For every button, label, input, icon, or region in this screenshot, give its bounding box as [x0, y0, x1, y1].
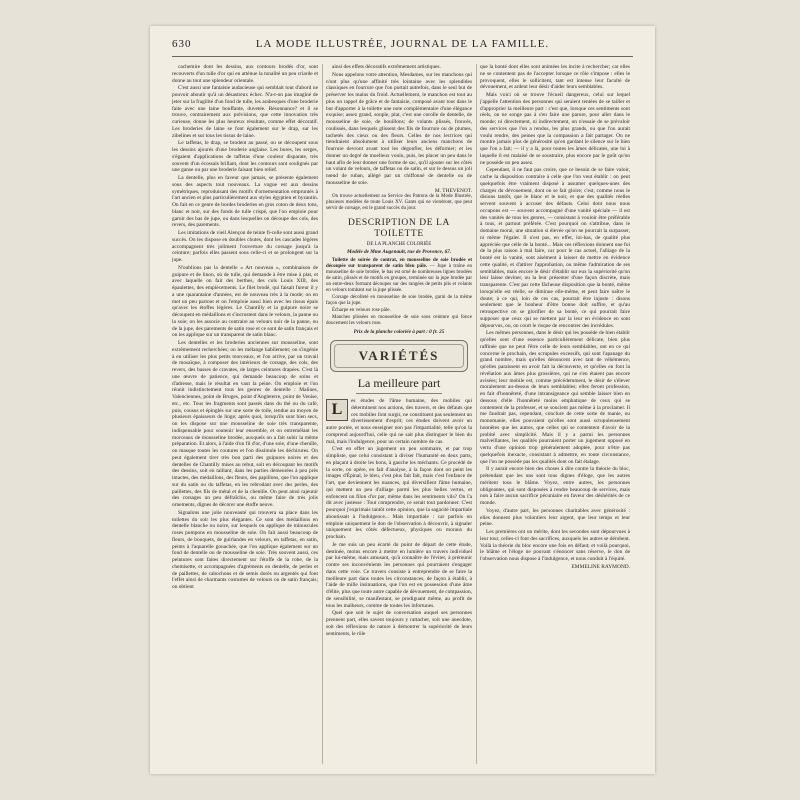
paragraph: Les imitations de vieil Alençon de teinte fi-celle sont aussi grand succès. On les dispose en doubles chutes, dont les cascades légères accompagnent très joliment l'ouverture du corsage jusqu'à la ceinture; parfois elles passent sous celle-ci et se prolongent sur la jupe.: [172, 230, 318, 263]
article-signature: EMMELINE RAYMOND.: [571, 563, 630, 570]
paragraph: La dentelle, plus en faveur que jamais, se présente également sous des aspects tout nouveaux. La vogue est aux dessins symétriques, reproduisant des motifs d'ornementation empruntés à l'art ancien et plus particulièrement aux styles égyptien et byzantin. On fait en ce genre de bordes broderies en gros coton de deux tons, blanc et noir, sur des fonds de tulle crispé, que l'on emploie pour garnir des bas de jupe, ou dans lesquelles on découpe des cols, des revers, des parements.: [172, 175, 318, 229]
description-lead: Toilette de soirée de contrat, en mousseline de soie brodée et découpée sur transparent de satin bleu pâle.: [326, 258, 472, 270]
description-subtitle: DE LA PLANCHE COLORIÉE: [366, 242, 432, 248]
running-title: LA MODE ILLUSTRÉE, JOURNAL DE LA FAMILLE.: [255, 38, 550, 50]
patterns-notice: On trouve actuellement au Service des Patrons de la Mode Illustrée, plusieurs modèles de toute Louis XV. Gants qui ne viendront, que peut servir de corsage, est le grand succès du jour.: [326, 194, 472, 212]
paragraph: Mais voici où se trouve l'écueil dangereux, celui sur lequel j'appelle l'attention des personnes qui seraient tentées de se tailler et d'approprier la meilleure part : c'est que, lorsque ces sentiments sont réels, on ne songe pas à s'en faire une parure, pour aller dans le monde; ni directement, ni indirectement, on n'essaie de se prévaloir des services que l'on a rendus, les plus grands, ou que l'on aurait voulu rendre, des peines que la compassion a fait partager. On ne montre jamais plus de générosité qu'en gardant le silence sur le bien que l'on a fait; — il y a là, pour toutes les âmes délicates, une loi à laquelle il est malaisé de se soustraire, plus encore par le goût qu'on ne possède un peu assez.: [480, 92, 630, 166]
column-divider: [322, 64, 323, 764]
paragraph: Les mêmes personnes, dans le désir qui les possède de bien établir qu'elles sont d'une essence particulièrement délicate, bien plus raffinée que ne peut l'être celle de leurs semblables, ont en ce qui concerne le prochain, des scrupules excessifs, qui sont l'apanage du grand nombre, mais qu'elles dénoncent avec tant de véhémence, qu'elles paraissent en avoir fait la découverte, et qu'elles en font la révélation aux âmes plus grossières, qui ne s'en étaient pas encore avisées; leur mobile est, comme précédemment, le désir de s'élever moralement au-dessus de leurs semblables; elles feront profession, en fait d'honnêteté, d'une intransigeance qui semble laisser bien en dessous d'elle l'honnêteté moins emphatique de ceux qui se contentent de la professer, et se soucient pas même à la proclamer. Il me faudrait pas, cependant, conclure de cette sorte de manie, ou monomanie, elles pouvaient qu'elles sont aussi scrupuleusement honnêtes que les autres, que celles qui se contentent d'avoir de la probité avec simplicité. Mais il y a parmi les personnes malveillantes, les qualités pourraient porter un jugement opposé en vertu d'une opinion trop généralement adoptée, pour n'être pas quelquefois inexacte, consistant à admettre, en toute circonstance, que l'on ne possède pas les qualités dont on fait étalage.: [480, 330, 630, 465]
description-text: [326, 258, 472, 294]
paragraph: Je me suis un peu écarté du point de départ de cette étude, destinée, moins encore à mettre en lumière un travers individuel par lui-même, mais amusant, qu'à connaître de l'éviter, à prémunir contre ses inconvénients les personnes qui pourraient s'engager dans cette voie. Ce travers consiste à entreprendre de se faire la meilleure part dans toutes les circonstances, de façon à établir, à l'aide de mille insinuations, que l'on est en possession d'une âme d'élite, plus que toute autre capable de dévouement, de compassion, de sensibilité, se manifestant, se prodiguant même, au profit de tous les malheurs, comme de toutes les infortunes.: [326, 541, 472, 609]
plate-price: Prix de la planche coloriée à part : 0 fr. 25: [353, 329, 445, 336]
paragraph: ainsi des effets décoratifs extrêmement artistiques.: [332, 64, 441, 70]
description-text: Écharpe en velours rose pâle.: [332, 308, 391, 314]
paragraph: C'est en effet un jugement un peu sommaire, et par trop simpliste, que celui consistant à diviser l'humanité en deux parts, en plaçant à droite les bons, à gauche les méchants. Ce procédé de la sorte, on opère, en fait d'analyse, à la façon dont on peint les images d'Épinal, le bleu, c'est plus fait fait, mais c'est l'enfance de l'art, que deviennent les nuances, qui diversifient l'âme humaine, qui mettent un peu d'alliage parmi les plus belles vertus, et enfoncent un filon d'or par, même dans les sentiments vils? On l'a dit avec justesse : Tout comprendre, ce serait tout pardonner. C'est pourquoi j'exprimais tantôt cette opinion, que la sagacité impartiale aboutissait à l'indulgence... Mais impartiale : car parfois on emploie uniquement le don de l'observation à découvrir, à signaler uniquement les côtés défectueux, physiques ou moraux du prochain.: [326, 446, 472, 540]
paragraph: Signalons une jolie nouveauté qui trouvera sa place dans les toilettes du soir les plus élégantes. Ce sont des médaillons en dentelle blanche ou noire, sur lesquels on applique de minuscules roses pompons en mousseline de soie. On fait aussi beaucoup de fleurs, de bouquets, de guirlandes en velours, en taffetas, en satin, peints à l'aquarelle gouachée, que l'on applique également sur un fond de dentelle ou de mousseline de soie. Très souvent aussi, ces peintures sont faites directement sur l'étoffe de la robe, de la chemisette, et accompagnées d'agréments en dentelle, de perles et de paillettes, de cabochons et de semis dorés ou argentés qui font l'effet ainsi de charmants costumes de velours ou de satin français; on obtient: [172, 509, 318, 590]
paragraph: es études de l'âme humaine, des mobiles qui déterminent nos actions, des travers, et des défauts que ces mobiles font surgir, ne constituent pas seulement un divertissement d'esprit; ces études doivent avoir un autre portée, et nous enseigner non pas l'impartialité, telle qu'on la comprend aujourd'hui, celle qui ne sait plus distinguer le bien du mal, mais l'indulgence, pour un certain nombre de cas.: [326, 398, 472, 445]
description-title: DESCRIPTION DE LA TOILETTE: [347, 218, 451, 240]
varietes-banner-text: VARIÉTÉS: [358, 347, 440, 363]
drop-cap: L: [326, 399, 348, 421]
paragraph: Les premières ont un mérite, dont les secondes sont dépourvues à leur tour, celles-ci font des sacrifices, auxquels les autres se dérobent. Voilà la théorie du bloc encore une fois en défaut; et voilà pourquoi, le blâme et l'éloge ne pouvant s'énoncer sans réserve, le don de l'observation nous dispose à l'indulgence, et nous conduit à l'équité.: [480, 529, 630, 562]
paragraph: Les dentelles et les broderies anciennes sur mousseline, sont extrêmement recherchées; on les mélange habilement; on s'ingénie à en utiliser les plus petits morceaux, et l'on arrive, par un travail de mosaïque, à composer des intérieurs de corsage, des cols, des revers, des basses de cravates, de larges ceintures drapées. C'est là une œuvre de patience, qui demande beaucoup de soins et d'adresse, mais le résultat en vaut la peine. On emploie et l'on réunit indistinctement tous les genres de dentelle : Malines, Valenciennes, point de Bruges, point d'Angleterre, point de Venise, etc., etc. Tous les fragments sont passés dans du thé ou du café, puis, cousus et épinglés sur une sorte de toile, tendue au moyen de plusieurs épaisseurs de linge; après quoi, lorsqu'ils sont bien secs, on les dispose sur une mousseline de soie très transparente, indispensable pour soutenir leur ensemble, et on entremêlant les morceaux de mousseline brodée, auxquels on a fait subir la même préparation. Et alors, à l'aide d'un fil d'or, d'une soie, d'une chenille, on masque toutes les coutures et l'on dissimule les déchirures. On peut également tirer très bon parti des guipures noires et des dentelles de Chantilly mises au rebut, soit en découpant les motifs des dessins, soit en taillant, dans les parties demeurées à peu près intactes, des médaillons, des fleurs, des papillons, que l'on applique sur du satin ou du taffetas, en les rebrodant avec des perles, des paillettes, des fils de métal et de la chenille. On peut ainsi rajeunir des corsages un peu défraîchis, ou même faire de très jolis ornements, dignes de décorer une étoffe neuve.: [172, 340, 318, 508]
article-title: La meilleure part: [357, 376, 441, 390]
page-number: 630: [172, 38, 192, 50]
paragraph: Voyez, d'autre part, les personnes charitables avec générosité : elles donnent plus volontiers leur argent, que leur temps et leur peine.: [480, 507, 630, 528]
paragraph: cachemire dont les dessins, aux contours brodés d'or, sont recouverts d'un tulle d'or qui en atténue la tonalité un peu criarde et donne au tout une splendeur orientale.: [172, 64, 318, 84]
page-header: [172, 38, 633, 52]
description-body: — Jupe à traîne en mousseline de soie brodée, le bas est orné de nombreuses lignes brodées de satin, plissés et de motifs en groupes, terminée sur la jupe brodée par un entre-deux formant découpes sur des rangées de petits plis et volants en velours tombant sur la jupe plissée.: [326, 264, 472, 294]
varietes-banner: [330, 340, 468, 372]
magazine-page: [150, 26, 655, 774]
paragraph: C'est aussi une fantaisie audacieuse qui semblait tout d'abord ne pouvoir aboutir qu'à un désastreux échec. N'a-t-on pas imaginé de jeter sur la fragilité d'un fond de tulle, les arabesques d'une broderie faite avec une laine bouffante, duvetée. Résonnance? et il se trouve, contrairement aux prévisions, que cette innovation très curieuse, donne les plus heureux résultats, comme effet décoratif. Les broderies de laine se font également sur le drap, sur les zibelines et sur tous les tissus de laine.: [172, 85, 318, 139]
paragraph: Il y aurait encore bien des choses à dire contre la théorie du bloc, prétendant que les uns sont tous dignes d'éloge, que les autres méritent tous le blâme. Voyez, entre autres, les personnes obligeantes, qui sont disposées à rendre beaucoup de services, mais non à faire aucun sacrifice pécuniaire en faveur des déshérités de ce monde.: [480, 466, 630, 506]
paragraph: Nous appelons votre attention, Mesdames, sur les manchons qui n'ont plus qu'une affinité très lointaine avec les splendides classiques en fourrure que l'on portait autrefois, dans le seul but de préserver les mains du froid. Actuellement, le manchon est tout au plus un rappel de grâce et de fantaisie, composé avant tout dans le but d'apporter à la toilette une note complémentaire d'une élégance exquise; assez grand, souple, plat, c'est une corolle de dentelle, de mousseline de soie, de bouillons; de volants plissés, froncés, coulissés, dans lesquels glissent des fils de fourrure ou de plumes, tachetés des cieux ou des fleurs. Celles de nos lectrices qui tiendraient absolument à utiliser leurs anciens manchons de fourrure devront avant tout les dégonfler, les déformer; et les donner un degré de moelleux voulu, puis, les placer un peu dans le haut afin de leur donner une forme de sac, qu'il ajouter sur les côtés un volant de velours, de taffetas ou de satin, et sur le dessus un joli nœud de ruban, allégé par un chiffonné de dentelle ou de mousseline de soie.: [326, 71, 472, 186]
paragraph: N'oublions pas la dentelle « Art nouveau », combinaison de guipure et de linon, où de tulle, qui demande à être mise à plat, et avec laquelle on fait des berthes, des cols Louis XIII, des épaulettes, des empiècements. Le filet brodé, qui faisait fureur il y a une quarantaine d'années, est de nouveau très à la mode; on en met un peu partout et on l'emploie aussi bien avec les tissus épais qu'avec les étoffes légères. Le Chantilly et la guipure noire se découpent en médaillons et s'incrustent dans le velours, la panne ou la soie; on les associe au contraire au velours noir de la panne, ou de la jupe, des parements de satin rose et ce sont de satin français et on les applique sur un transparent de satin blanc.: [172, 264, 318, 339]
article-opening: [326, 398, 472, 446]
paragraph: que la bonté dont elles sont animées les incite à rechercher; car elles ne se contentent pas de l'accepter lorsque ce rôle s'impose : elles le provoquent, elles le sollicitent, tant est intense leur faculté de dévouement, et ardent leur désir d'aider leurs semblables.: [480, 64, 630, 91]
title-rule: [356, 393, 442, 394]
column-2: [326, 64, 472, 764]
header-rule: [172, 56, 633, 57]
column-divider: [476, 64, 477, 764]
paragraph: Cependant, il ne faut pas croire, que ce besoin de se faire valoir, cache la disposition contraire à celle que l'on veut établir : on peut quelquefois être vraiment disposé à assumer quelques-unes des charges du dévouement, dont on se fait gloire; c'est, comme nous le disions tantôt, que le blanc et le noir, et que des qualités réelles servent souvent à accuser des défauts. Celui dont nous nous occupons est — souvent accompagné d'une vanité spéciale — il est des vanités de tous les genres, — consistant à vouloir être préférable à tous, et partout préférée. C'est pourquoi on s'attribue, dans le domaine moral, une situation si élevée qu'on ne pourrait la surpasser, ni même l'égaler. Il n'est pas, en effet, loi-bas, de qualité plus appréciée que celle de la bonté... Mais ces réflexions donnent une foi de la plus raison à mal faire, car pour le cas actuel, l'alliage de la bonté est la vanité, sont aisément à laisser de mettre en évidence cette qualité, et d'attirer l'approbation, ou même l'admiration de ses semblables, mais encore le désir d'établir sur eux la supériorité qu'on leur laisse deviner, ou la leur présenter d'une façon discrète, mais transparente. C'est par cette fâcheuse disposition que la bonté, même lorsqu'elle est réelle, se diminue elle-même, et peut faire naître le doute; à ce qui, loin de ces cas, pourrait être injuste : disons seulement que le bonheur d'être bonne doit suffire, et qu'au retrospective on se glorifier de sa bonté, ce qui pourrait faire supposer que ceux qui se mettent par la leur en évidence en sont dépourvus, ou, on court le risque de rencontrer des incrédules.: [480, 167, 630, 329]
paragraph: Le taffetas, le drap, se brodent au passé, ou se découpent sous les dessins ajourés d'une broderie anglaise. Les bures, les serges, s'égaient d'applications de taffetas d'une couleur disparate, très souvent d'un écossais brillant, dont les contours sont soulignés par une ganse ou par une broderie faisant bien relief.: [172, 140, 318, 174]
description-text: Manches plissées en mousseline de soie sous ceinture qui fonce doucement les velours rose.: [326, 315, 472, 327]
description-model: Modèle de Mme Augenault, rue de Provence, 67.: [346, 249, 452, 256]
column-3: [480, 64, 630, 764]
column-1: [172, 64, 318, 764]
paragraph: Quel que soit le sujet de conversation auquel ses personnes prennent part, elles savent toujours y rattacher, soit une anecdote, soit des réflexions de nature à démontrer la supériorité de leurs sentiments, le rôle: [326, 610, 472, 637]
description-text: Corsage décolleté en mousseline de soie brodée, garni de la même façon que la jupe.: [326, 295, 472, 307]
author-signature: M. THEVENOT.: [434, 187, 472, 194]
